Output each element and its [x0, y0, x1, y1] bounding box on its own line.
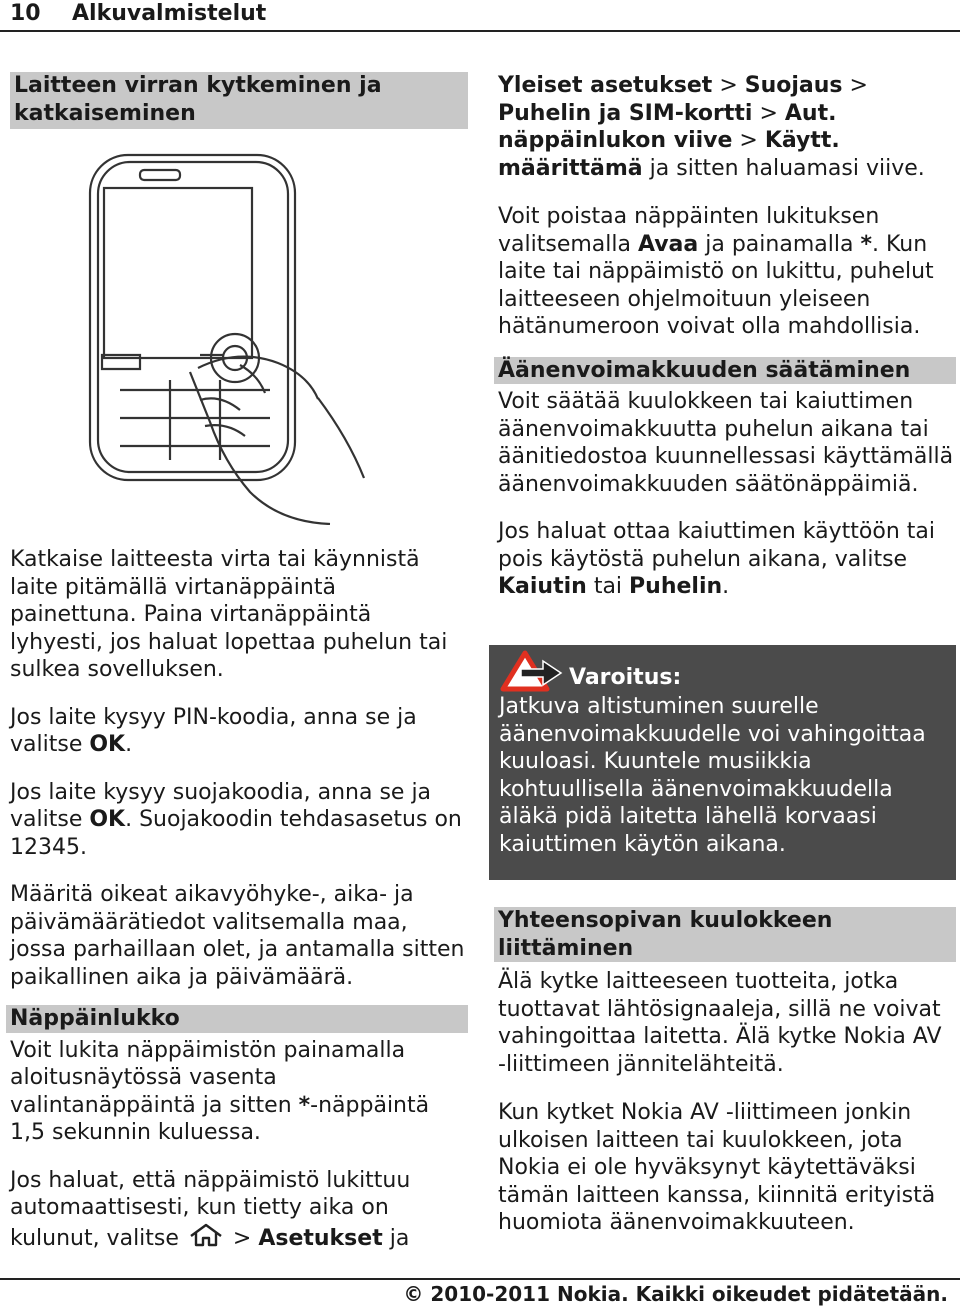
section-power: [10, 72, 468, 129]
path-separator: >: [732, 128, 765, 153]
security-text: Jos laite kysyy suojakoodia, anna se ja valitse: [10, 779, 432, 832]
star-key-label: *: [298, 1092, 311, 1118]
paragraph-security-code: [10, 779, 468, 862]
menu-phone-sim: Puhelin ja SIM-kortti: [498, 100, 753, 126]
paragraph-keylock: [10, 1037, 468, 1147]
paragraph-headset-volume: Kun kytket Nokia AV -liittimeen jonkin ulkoisen laitteen tai kuulokkeen, jota Nokia ei ole hyväksynyt käytettäväksi tämän laitteen kanssa, kiinnitä erityistä huomiota äänenvoimakkuuteen.: [498, 1100, 936, 1235]
keylock-text-end: -näppäintä 1,5 sekunnin kuluessa.: [10, 1092, 430, 1145]
paragraph-pin: [10, 704, 468, 759]
section-title-volume: Äänenvoimakkuuden säätäminen: [494, 357, 956, 385]
path-separator: >: [752, 100, 785, 126]
paragraph-autolock: [10, 1167, 468, 1256]
paragraph-power: Katkaise laitteesta virta tai käynnistä laite pitämällä virtanäppäintä painettuna. Paina virtanäppäintä lyhyesti, jos haluat lopettaa puhelun tai sulkea sovelluksen.: [10, 547, 448, 682]
footer-copyright: © 2010-2011 Nokia. Kaikki oikeudet pidätetään.: [403, 1282, 948, 1306]
paragraph-unlock: [498, 203, 956, 341]
unlock-text-mid: ja painamalla: [698, 231, 861, 257]
right-body: [498, 72, 956, 601]
menu-security: Suojaus: [744, 73, 843, 98]
path-separator: >: [712, 73, 745, 98]
settings-path-end: ja sitten haluamasi viive.: [642, 155, 925, 181]
left-body: [10, 546, 468, 1255]
keylock-text: Voit lukita näppäimistön painamalla aloitusnäytössä vasenta valintanäppäintä ja sitten: [10, 1037, 406, 1118]
ok-label: OK: [89, 807, 126, 832]
security-text-end: . Suojakoodin tehdasasetus on 12345.: [10, 807, 462, 860]
ok-label: OK: [89, 732, 126, 757]
home-icon: [188, 1222, 224, 1256]
right-body-lower: [498, 907, 956, 1237]
section-title-power: Laitteen virran kytkeminen ja katkaiseminen: [10, 72, 468, 129]
pin-text: Jos laite kysyy PIN-koodia, anna se ja valitse: [10, 704, 417, 757]
menu-autolock-delay: Aut. näppäinlukon viive: [498, 100, 837, 153]
warning-text: Jatkuva altistuminen suurelle äänenvoimakkuudelle voi vahingoittaa kuuloasi. Kuuntele musiikkia kohtuullisella äänenvoimakkuudella äläkä pidä laitetta lähellä korvaasi kaiuttimen käytön aikana.: [499, 694, 926, 857]
paragraph-volume: Voit säätää kuulokkeen tai kaiuttimen äänenvoimakkuutta puhelun aikana tai äänitiedostoa kuunnellessasi käyttämällä äänenvoimakkuuden säätönäppäimiä.: [498, 389, 954, 497]
phone-illustration: [80, 150, 390, 525]
speaker-label: Kaiutin: [498, 574, 587, 599]
warning-title: Varoitus:: [569, 665, 682, 690]
autolock-text-end: ja: [382, 1225, 410, 1251]
unlock-label: Avaa: [637, 231, 699, 257]
paragraph-headset-warning: Älä kytke laitteeseen tuotteita, jotka tuottavat lähtösignaaleja, sillä ne voivat vahingoittaa laitetta. Älä kytke Nokia AV -liittimeen jännitelähteitä.: [498, 969, 942, 1077]
unlock-text-end: . Kun laite tai näppäimistö on lukittu, puhelut laitteeseen ohjelmoituun yleiseen hätänumeroon voivat olla mahdollisia.: [498, 231, 934, 339]
unlock-text: Voit poistaa näppäinten lukituksen valitsemalla: [498, 204, 880, 257]
warning-icon: [499, 649, 565, 697]
footer-divider: [0, 1278, 960, 1280]
page-title: Alkuvalmistelut: [72, 1, 267, 26]
section-title-keylock: Näppäinlukko: [6, 1005, 468, 1033]
paragraph-speaker: [498, 518, 956, 601]
path-separator: >: [225, 1225, 259, 1251]
paragraph-time-zone: Määritä oikeat aikavyöhyke-, aika- ja päivämäärätiedot valitsemalla maa, jossa parhaillaan olet, ja antamalla sitten paikallinen aika ja päivämäärä.: [10, 882, 465, 990]
page-header: [0, 0, 960, 32]
menu-general-settings: Yleiset asetukset: [498, 73, 713, 98]
section-title-headset: Yhteensopivan kuulokkeen liittäminen: [494, 907, 956, 962]
autolock-text: Jos haluat, että näppäimistö lukittuu automaattisesti, kun tietty aika on kulunut, valitse: [10, 1167, 411, 1251]
pin-text-end: .: [125, 732, 133, 757]
speaker-text-end: .: [722, 574, 730, 599]
speaker-text: Jos haluat ottaa kaiuttimen käyttöön tai pois käytöstä puhelun aikana, valitse: [498, 519, 935, 572]
page-number: 10: [10, 1, 41, 26]
warning-box: [489, 645, 956, 880]
star-key-label: *: [860, 231, 872, 257]
paragraph-settings-path: [498, 72, 956, 182]
handset-label: Puhelin: [629, 574, 723, 599]
speaker-text-mid: tai: [586, 574, 630, 599]
settings-label: Asetukset: [258, 1225, 383, 1251]
path-separator: >: [842, 73, 868, 98]
menu-user-defined: Käytt. määrittämä: [498, 128, 840, 181]
